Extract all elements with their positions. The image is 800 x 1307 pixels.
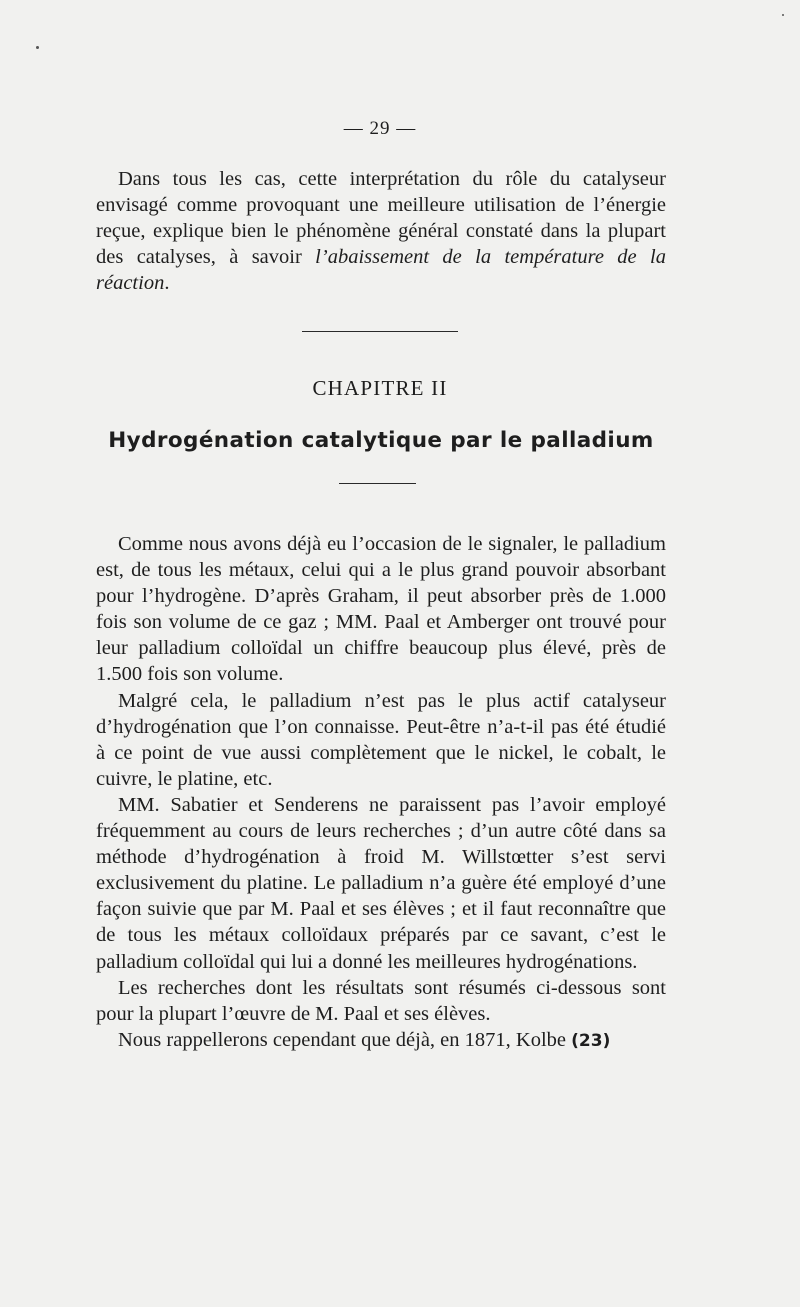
section-divider-bottom — [339, 483, 416, 484]
paper-speck — [36, 46, 39, 49]
paragraph: Les recherches dont les résultats sont résumés ci-dessous sont pour la plupart l’œuvre de M. Paal et ses élèves. — [96, 976, 666, 1025]
page-number: — 29 — — [343, 118, 417, 139]
chapter-body — [96, 531, 666, 1054]
paper-speck — [782, 14, 784, 16]
intro-end: . — [164, 272, 170, 295]
paragraph: MM. Sabatier et Senderens ne paraissent pas l’avoir employé fréquemment au cours de leurs recherches ; d’un autre côté dans sa méthode d’hydrogénation à froid M. Willstœtter s’est servi exclusivement du platine. Le palladium n’a guère été employé d’une façon suivie que par M. Paal et ses élèves ; et il faut reconnaître que de tous les métaux colloïdaux préparés par ce savant, c’est le palladium colloïdal qui lui a donné les meilleures hydrogénations. — [96, 793, 666, 973]
chapter-title: Hydrogénation catalytique par le palladium — [108, 428, 654, 453]
paragraph: Malgré cela, le palladium n’est pas le plus actif catalyseur d’hydrogénation que l’on connaisse. Peut-être n’a-t-il pas été étudié à ce point de vue aussi complètement que le nickel, le cobalt, le cuivre, le platine, etc. — [96, 689, 666, 790]
chapter-label: CHAPITRE II — [312, 376, 448, 400]
last-line — [96, 1027, 666, 1054]
section-divider-top — [302, 331, 458, 332]
intro-text: Dans tous les cas, cette interprétation du rôle du catalyseur envisagé comme provoquant une meilleure utilisation de l’énergie reçue, explique bien le phénomène général constaté dans la plupart des catalyses, à savoir — [96, 168, 666, 269]
intro-paragraph-text — [96, 166, 666, 296]
intro-paragraph — [96, 166, 666, 296]
paragraph: Comme nous avons déjà eu l’occasion de le signaler, le palladium est, de tous les métaux, celui qui a le plus grand pouvoir absorbant pour l’hydrogène. D’après Graham, il peut absorber près de 1.000 fois son volume de ce gaz ; MM. Paal et Amberger ont trouvé pour leur palladium colloïdal un chiffre beaucoup plus élevé, près de 1.500 fois son volume. — [96, 533, 666, 686]
reference-number: (23) — [571, 1030, 611, 1051]
intro-emphasis: l’abaissement de la température de la réaction — [96, 246, 666, 295]
last-line-text: Nous rappellerons cependant que déjà, en 1871, Kolbe — [118, 1028, 572, 1051]
